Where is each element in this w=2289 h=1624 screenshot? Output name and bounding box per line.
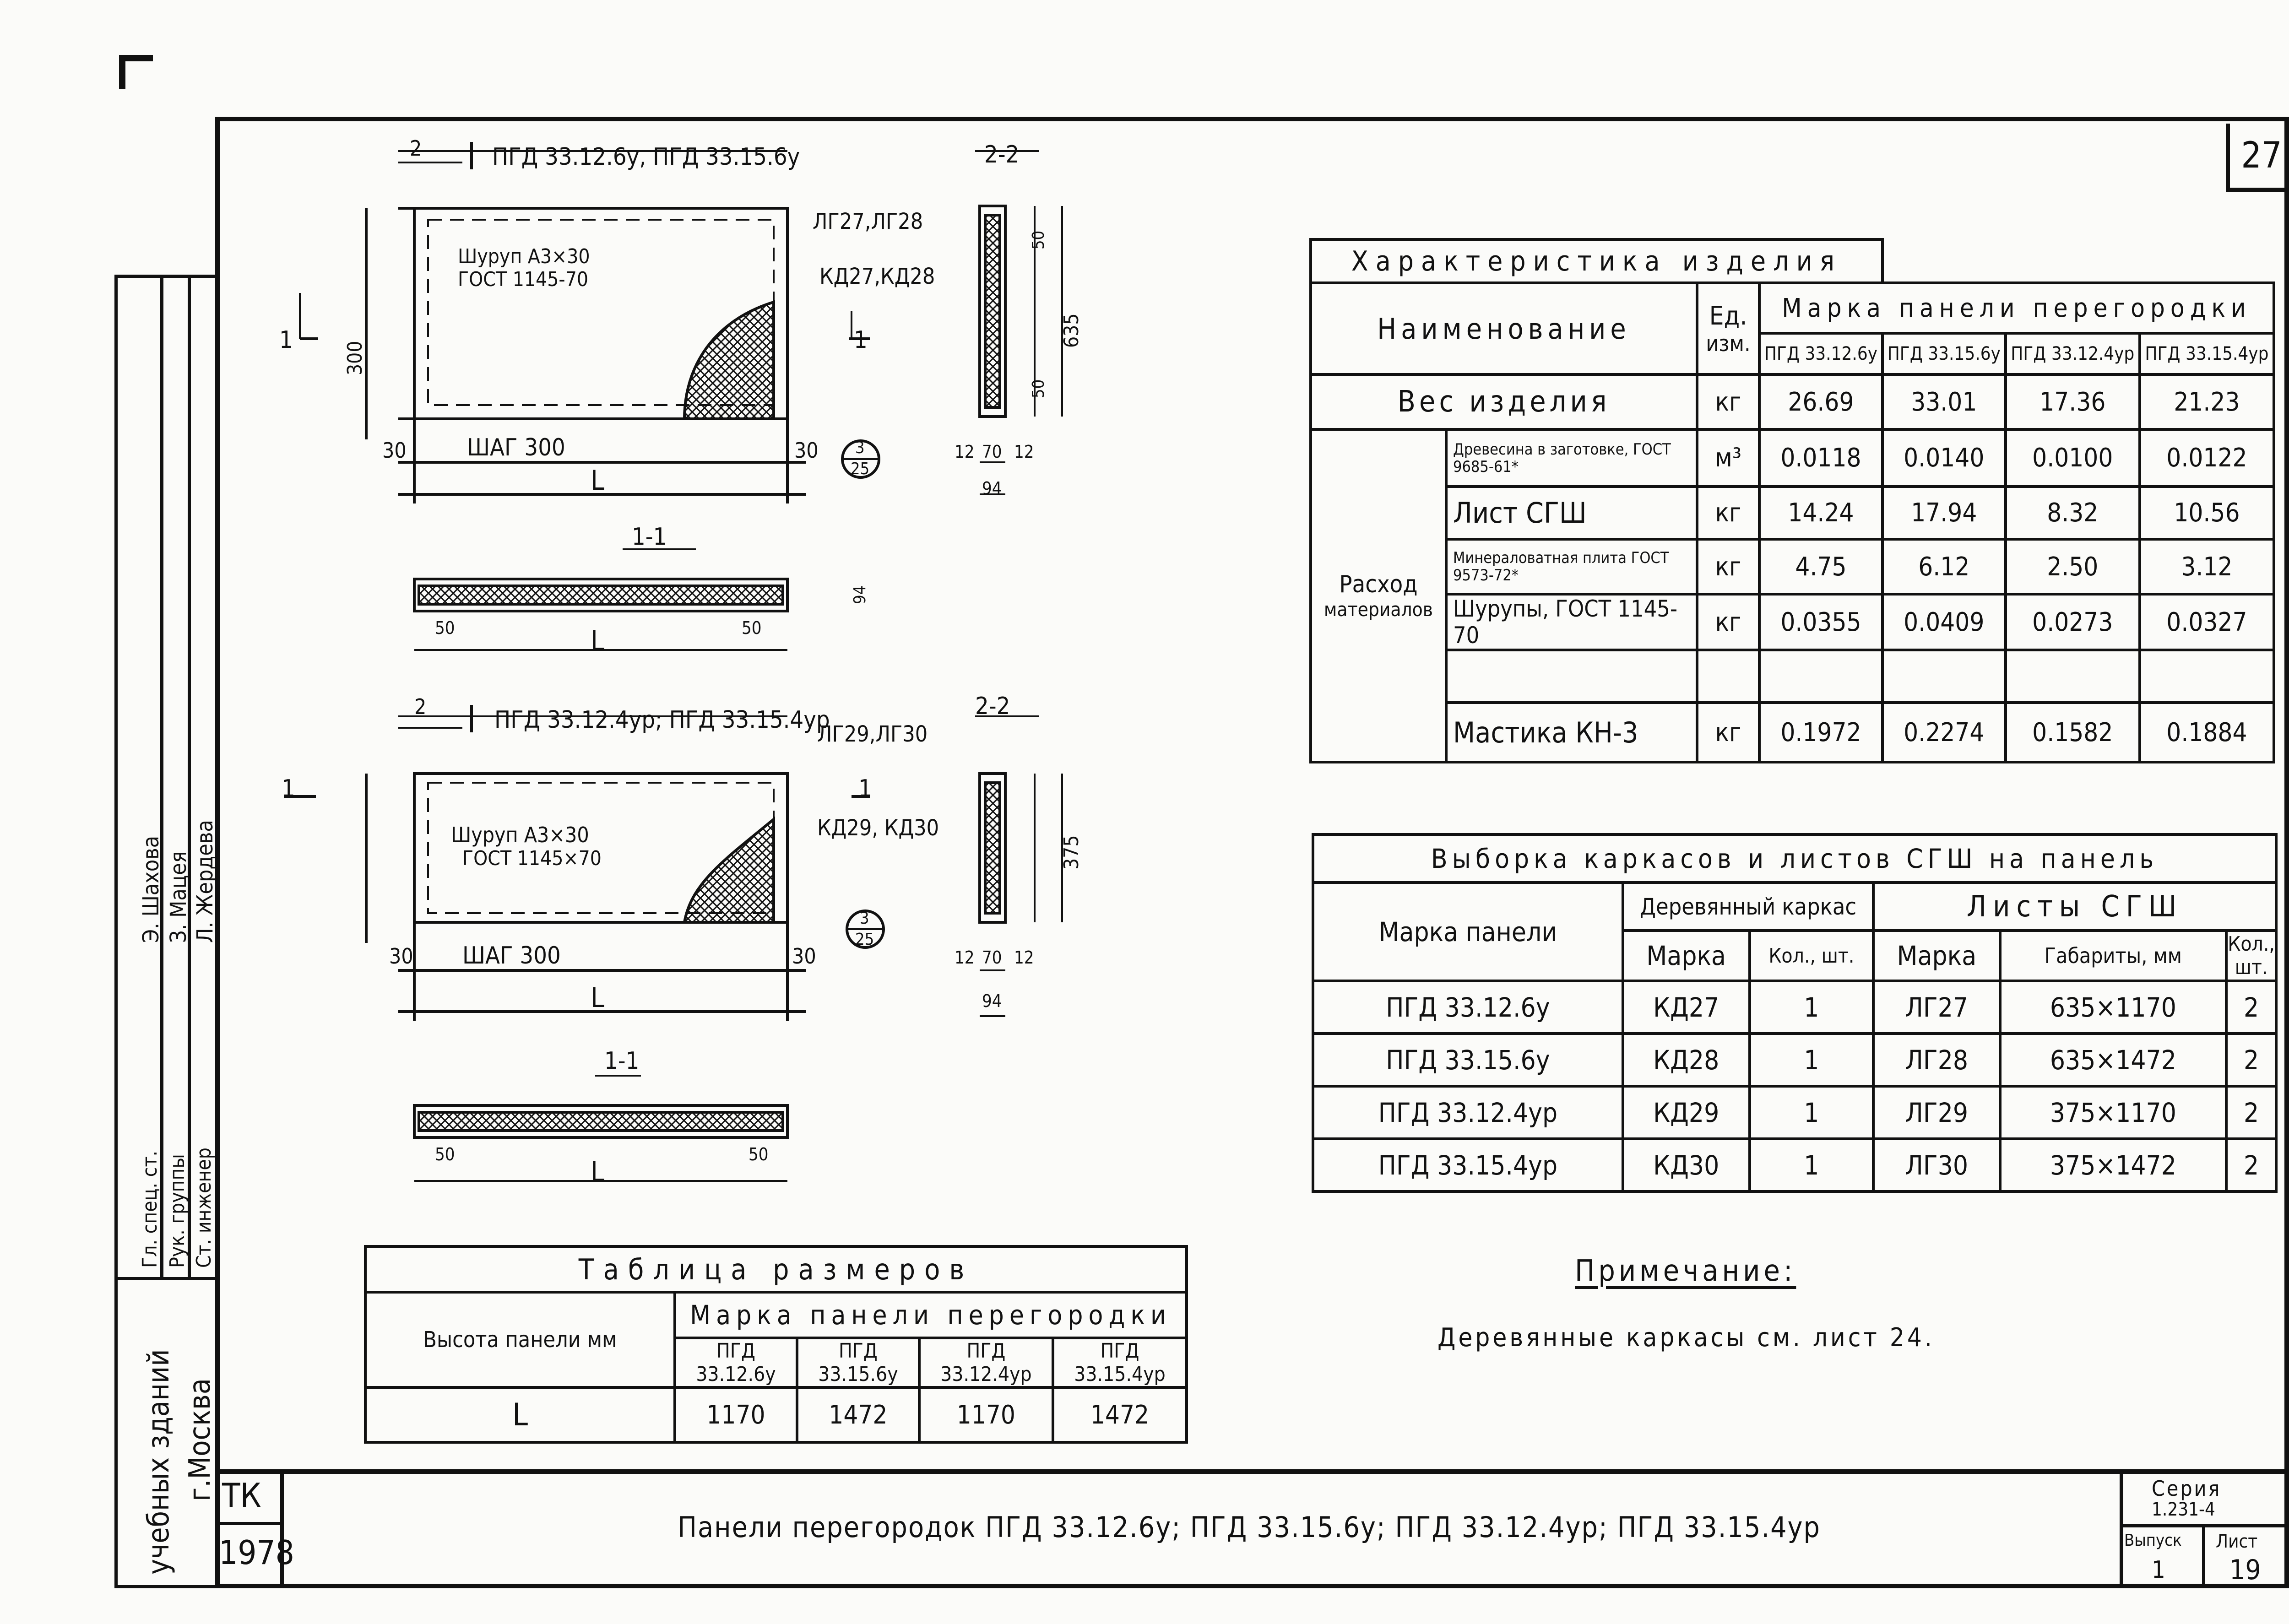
weight-value: 33.01 [1882, 374, 2006, 429]
panel-mark: ПГД 33.15.6у [1313, 1034, 1623, 1086]
stamp-sheet: 19 [2229, 1554, 2261, 1586]
row-value: 0.1972 [1759, 703, 1882, 762]
stamp-year: 1978 [219, 1533, 294, 1572]
size-value: 1170 [919, 1387, 1053, 1442]
row-value [2006, 650, 2140, 703]
panel-mark: ПГД 33.12.4ур [1313, 1086, 1623, 1139]
dim-30: 30 [792, 944, 816, 969]
sec-dim-70: 70 [982, 947, 1002, 968]
row-name: Шурупы, ГОСТ 1145-70 [1446, 594, 1697, 650]
size-value: 1170 [675, 1387, 797, 1442]
sheet-qty: 2 [2226, 1139, 2276, 1191]
stamp-series-label: Серия [2152, 1476, 2222, 1501]
dim-30: 30 [389, 944, 413, 969]
row-value [1759, 650, 1882, 703]
dim-30: 30 [794, 438, 819, 463]
consumption-label-2: материалов [1323, 598, 1433, 621]
sheet-qty: 2 [2226, 1086, 2276, 1139]
frame-label: ЛГ29,ЛГ30 [817, 721, 928, 747]
cut-label: 2 [410, 136, 422, 161]
row-value: 0.0122 [2140, 429, 2274, 487]
col-unit-2: изм. [1706, 330, 1751, 357]
cut-label: 2 [414, 694, 427, 719]
drawing-2-title: ПГД 33.12.4ур; ПГД 33.15.4ур [494, 706, 830, 734]
sheet-dims: 375×1170 [2000, 1086, 2227, 1139]
mark-header: ПГД 33.15.4ур [1053, 1338, 1187, 1387]
sec-dim-12: 12 [955, 442, 975, 462]
panel-2-cutout [684, 819, 774, 922]
side-stamp-hline [114, 1277, 220, 1280]
dim-length: L [591, 465, 605, 497]
person-name: Э. Шахова [138, 835, 164, 943]
row-value: 0.0355 [1759, 594, 1882, 650]
weight-label: Вес изделия [1311, 374, 1697, 429]
stamp-sheet-label: Лист [2216, 1531, 2258, 1552]
sec-dim-12: 12 [1014, 947, 1034, 968]
characteristics-table [1309, 238, 2275, 763]
weight-value: 17.36 [2006, 374, 2140, 429]
section-label: 1-1 [604, 1047, 640, 1075]
cut-label: 1 [858, 775, 872, 802]
row-unit: кг [1697, 594, 1759, 650]
row-value: 0.1884 [2140, 703, 2274, 762]
col-name: Наименование [1311, 283, 1697, 374]
panel-1-cutout [684, 302, 774, 419]
frame-mark: КД30 [1623, 1139, 1750, 1191]
row-value: 0.0118 [1759, 429, 1882, 487]
sec-dim-50: 50 [742, 618, 762, 638]
dim-30: 30 [382, 438, 407, 463]
mark-header: ПГД 33.12.4ур [919, 1338, 1053, 1387]
sec-dim-50: 50 [1029, 230, 1048, 249]
sub-dims: Габариты, мм [2000, 931, 2227, 981]
row-value: 2.50 [2006, 539, 2140, 594]
col-mark: Марка панели [1313, 882, 1623, 981]
row-value: 0.0273 [2006, 594, 2140, 650]
characteristics-title: Характеристика изделия [1311, 239, 1882, 283]
detail-sheet: 25 [851, 460, 870, 478]
panel-mark: ПГД 33.15.4ур [1313, 1139, 1623, 1191]
sheet-mark: ЛГ27 [1873, 981, 2000, 1034]
size-row-label: L [365, 1387, 675, 1442]
sec-length: L [591, 1156, 605, 1188]
sec-dim-50: 50 [435, 1144, 455, 1164]
frame-qty: 1 [1750, 981, 1874, 1034]
sub-mark: Марка [1873, 931, 2000, 981]
frame-qty: 1 [1750, 1139, 1874, 1191]
drawings [0, 0, 1099, 1213]
person-name: Л. Жердева [192, 820, 218, 943]
selection-table [1312, 833, 2278, 1193]
sub-qty: Кол., шт. [1750, 931, 1874, 981]
cut-label: 1 [279, 326, 293, 354]
row-unit: кг [1697, 539, 1759, 594]
row-value: 10.56 [2140, 487, 2274, 539]
row-unit: кг [1697, 703, 1759, 762]
section-label: 2-2 [975, 693, 1010, 720]
screw-note: Шуруп А3×30 [451, 823, 589, 847]
sizes-table [364, 1245, 1188, 1444]
role-label: Гл. спец. ст. [138, 1150, 162, 1268]
stamp-org: ТК [222, 1476, 261, 1515]
drawing-1-title: ПГД 33.12.6у, ПГД 33.15.6у [492, 143, 800, 171]
frame-label: КД27,КД28 [819, 264, 935, 289]
cut-label: 1 [854, 326, 868, 354]
screw-note: ГОСТ 1145×70 [462, 847, 602, 870]
row-value: 3.12 [2140, 539, 2274, 594]
stamp-issue-divider [2202, 1524, 2205, 1588]
row-value: 4.75 [1759, 539, 1882, 594]
sec-dim-12: 12 [955, 947, 975, 968]
section-label: 2-2 [984, 141, 1020, 168]
frame-label: КД29, КД30 [817, 815, 939, 841]
sec-dim-12: 12 [1014, 442, 1034, 462]
dim-length: L [591, 982, 605, 1014]
mark-header: ПГД 33.12.4ур [2006, 333, 2140, 374]
sec-dim-50: 50 [749, 1144, 769, 1164]
selection-title: Выборка каркасов и листов СГШ на панель [1313, 834, 2276, 882]
frame-mark: КД29 [1623, 1086, 1750, 1139]
detail-num: 3 [860, 909, 869, 928]
screw-note: ГОСТ 1145-70 [458, 268, 589, 291]
sheet-mark: ЛГ30 [1873, 1139, 2000, 1191]
side-org-city: г.Москва [183, 1378, 217, 1501]
sec-dim-total: 635 [1060, 313, 1083, 348]
sec-dim-94: 94 [982, 991, 1002, 1011]
dim-step: ШАГ 300 [467, 434, 565, 461]
dim-step: ШАГ 300 [462, 942, 561, 969]
row-unit: м³ [1697, 429, 1759, 487]
section-label: 1-1 [632, 523, 667, 551]
size-value: 1472 [1053, 1387, 1187, 1442]
frame-label: ЛГ27,ЛГ28 [813, 209, 923, 234]
weight-value: 21.23 [2140, 374, 2274, 429]
row-value: 0.2274 [1882, 703, 2006, 762]
row-unit [1697, 650, 1759, 703]
sheet-number: 27 [2226, 124, 2289, 192]
row-name: Минераловатная плита ГОСТ 9573-72* [1446, 539, 1697, 594]
row-value: 0.0327 [2140, 594, 2274, 650]
detail-num: 3 [855, 438, 865, 457]
sheet-dims: 635×1170 [2000, 981, 2227, 1034]
col-unit: Ед. [1709, 301, 1747, 331]
consumption-label: Расход [1339, 571, 1418, 598]
sheet-dims: 375×1472 [2000, 1139, 2227, 1191]
role-label: Рук. группы [166, 1154, 189, 1268]
mark-header: ПГД 33.15.4ур [2140, 333, 2274, 374]
mark-header: ПГД 33.15.6у [1882, 333, 2006, 374]
stamp-issue-label: Выпуск [2124, 1531, 2182, 1550]
row-value: 0.0409 [1882, 594, 2006, 650]
row-value [1882, 650, 2006, 703]
frame-qty: 1 [1750, 1086, 1874, 1139]
col-group: Марка панели перегородки [675, 1292, 1187, 1338]
sec-dim-50: 50 [435, 618, 455, 638]
sub-mark: Марка [1623, 931, 1750, 981]
col-sheets: Листы СГШ [1873, 882, 2276, 931]
frame-mark: КД28 [1623, 1034, 1750, 1086]
stamp-title: Панели перегородок ПГД 33.12.6у; ПГД 33.15.6у; ПГД 33.12.4ур; ПГД 33.15.4ур [678, 1510, 1821, 1544]
weight-value: 26.69 [1759, 374, 1882, 429]
note-text: Деревянные каркасы см. лист 24. [1437, 1323, 1935, 1353]
col-group: Марка панели перегородки [1759, 283, 2274, 333]
mark-header: ПГД 33.15.6у [797, 1338, 919, 1387]
row-name: Древесина в заготовке, ГОСТ 9685-61* [1446, 429, 1697, 487]
row-value: 8.32 [2006, 487, 2140, 539]
row-unit: кг [1697, 487, 1759, 539]
row-value: 0.1582 [2006, 703, 2140, 762]
sub-qty: Кол., шт. [2226, 931, 2276, 981]
screw-note: Шуруп А3×30 [458, 245, 590, 268]
sec-dim-50: 50 [1029, 379, 1048, 398]
person-name: З. Мацея [166, 851, 191, 943]
sec-dim-94: 94 [982, 478, 1002, 498]
row-value: 0.0100 [2006, 429, 2140, 487]
sheet-qty: 2 [2226, 1034, 2276, 1086]
sheet-dims: 635×1472 [2000, 1034, 2227, 1086]
row-value: 6.12 [1882, 539, 2006, 594]
sheet-qty: 2 [2226, 981, 2276, 1034]
note-title: Примечание: [1575, 1254, 1796, 1288]
sec-dim-total: 375 [1060, 835, 1083, 870]
cut-label: 1 [282, 775, 295, 802]
detail-sheet: 25 [855, 930, 874, 949]
sheet-mark: ЛГ28 [1873, 1034, 2000, 1086]
stamp-issue: 1 [2152, 1556, 2165, 1584]
row-value: 0.0140 [1882, 429, 2006, 487]
sheet-mark: ЛГ29 [1873, 1086, 2000, 1139]
sec-dim-70: 70 [982, 442, 1002, 462]
role-label: Ст. инженер [192, 1148, 216, 1268]
row-value [2140, 650, 2274, 703]
mark-header: ПГД 33.12.6у [1759, 333, 1882, 374]
col-frame: Деревянный каркас [1623, 882, 1873, 931]
frame-qty: 1 [1750, 1034, 1874, 1086]
col-height: Высота панели мм [365, 1292, 675, 1387]
frame-mark: КД27 [1623, 981, 1750, 1034]
row-name: Лист СГШ [1446, 487, 1697, 539]
stamp-series: 1.231-4 [2152, 1499, 2215, 1520]
dim-height: 300 [343, 341, 367, 375]
panel-mark: ПГД 33.12.6у [1313, 981, 1623, 1034]
mark-header: ПГД 33.12.6у [675, 1338, 797, 1387]
size-value: 1472 [797, 1387, 919, 1442]
weight-unit: кг [1697, 374, 1759, 429]
row-value: 14.24 [1759, 487, 1882, 539]
row-name: Мастика КН-3 [1446, 703, 1697, 762]
side-org-name: учебных зданий [142, 1349, 176, 1575]
sizes-title: Таблица размеров [365, 1246, 1187, 1292]
sec-length: L [591, 625, 605, 657]
stamp-org-divider [215, 1522, 284, 1525]
sec-dim-94: 94 [851, 585, 869, 604]
row-value: 17.94 [1882, 487, 2006, 539]
row-name [1446, 650, 1697, 703]
